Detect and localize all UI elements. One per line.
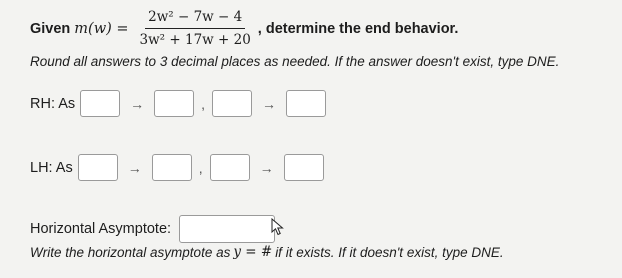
hint-prefix: Write the horizontal asymptote as	[30, 244, 231, 260]
rh-arrow-2: →	[262, 95, 277, 112]
hint-math: y = #	[233, 244, 273, 260]
lh-row	[30, 154, 330, 181]
rh-x-input[interactable]	[80, 90, 120, 117]
lh-x-input[interactable]	[78, 154, 118, 181]
horizontal-asymptote-row	[30, 215, 281, 243]
lh-x-limit-input[interactable]	[152, 154, 192, 181]
rh-y-input[interactable]	[212, 90, 252, 117]
lh-arrow-1: →	[127, 159, 142, 176]
lh-label: LH: As	[30, 159, 73, 176]
fraction-denominator: 3w² + 17w + 20	[139, 32, 251, 48]
hint-suffix: if it exists. If it doesn't exist, type DNE.	[275, 244, 504, 260]
lh-arrow-2: →	[259, 159, 274, 176]
rh-arrow-1: →	[130, 95, 145, 112]
mouse-cursor-icon	[271, 218, 285, 236]
lh-y-limit-input[interactable]	[284, 154, 324, 181]
function-fraction	[137, 9, 254, 48]
function-name: m(w) =	[74, 20, 129, 37]
asymptote-hint	[30, 244, 504, 260]
lh-comma: ,	[198, 159, 203, 176]
horizontal-asymptote-label: Horizontal Asymptote:	[30, 221, 172, 237]
rh-comma: ,	[201, 95, 206, 112]
lh-y-input[interactable]	[210, 154, 250, 181]
rh-x-limit-input[interactable]	[154, 90, 194, 117]
rh-row	[30, 90, 332, 117]
horizontal-asymptote-input[interactable]	[179, 215, 275, 243]
rh-y-limit-input[interactable]	[286, 90, 326, 117]
rh-label: RH: As	[30, 95, 76, 112]
instructions-text: Round all answers to 3 decimal places as needed. If the answer doesn't exist, type DNE.	[30, 54, 560, 69]
question-suffix: , determine the end behavior.	[257, 20, 459, 37]
question-prefix: Given	[30, 20, 71, 37]
question-line	[30, 9, 458, 48]
fraction-numerator: 2w² − 7w − 4	[145, 9, 245, 29]
